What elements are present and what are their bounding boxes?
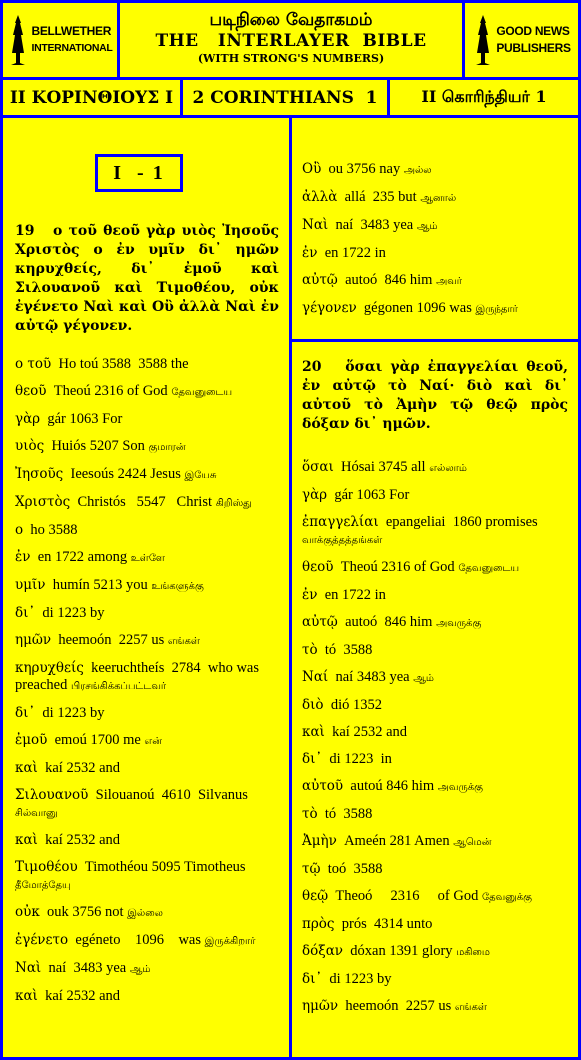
tamil-gloss: இருந்தார் xyxy=(475,304,518,315)
tamil-gloss: பிரசங்கிக்கப்பட்டவர் xyxy=(70,681,167,692)
transliteration-strongs-english: dió 1352 xyxy=(323,697,386,713)
greek-word: γέγονεν xyxy=(302,300,357,316)
transliteration-strongs-english: Ameén 281 Amen xyxy=(336,833,454,849)
word-entry xyxy=(15,605,279,622)
word-entry xyxy=(15,960,279,978)
tamil-gloss: மகிமை xyxy=(456,947,490,958)
greek-word: τῷ xyxy=(302,861,321,877)
word-entry xyxy=(302,272,568,290)
tamil-gloss: கிறிஸ்து xyxy=(215,498,252,509)
tamil-gloss: உங்களுக்கு xyxy=(151,581,204,592)
right-logo-line2: PUBLISHERS xyxy=(496,41,571,55)
tamil-gloss: வாக்குத்தத்தங்கள் xyxy=(302,535,383,546)
book-tamil: II கொரிந்தியர் 1 xyxy=(390,80,578,115)
tamil-gloss: எங்கள் xyxy=(454,1002,487,1013)
bellwether-logo xyxy=(3,3,117,77)
word-entry xyxy=(302,559,568,577)
greek-word: θεοῦ xyxy=(302,559,334,575)
word-entry xyxy=(302,217,568,235)
word-entry xyxy=(302,697,568,714)
transliteration-strongs-english: Ieesoús 2424 Jesus xyxy=(63,466,185,482)
greek-word: ο xyxy=(15,522,24,538)
greek-word: ἐν xyxy=(302,245,318,261)
greek-word: θεῷ xyxy=(302,888,329,904)
good-news-figure-icon xyxy=(472,13,494,67)
word-entry xyxy=(302,245,568,262)
word-entry xyxy=(302,751,568,768)
tamil-gloss: இயேசு xyxy=(184,470,217,481)
tamil-gloss: எல்லாம் xyxy=(429,463,467,474)
transliteration-strongs-english: gár 1063 For xyxy=(327,487,413,503)
tamil-gloss: ஆம் xyxy=(129,964,151,975)
book-greek: II ΚΟΡΙΝΘΙΟΥΣ Ι xyxy=(3,80,180,115)
word-entry xyxy=(302,614,568,632)
tamil-gloss: எங்கள் xyxy=(167,636,200,647)
greek-word: ημῶν xyxy=(302,998,339,1014)
transliteration-strongs-english: kaí 2532 and xyxy=(37,988,124,1004)
greek-word: γὰρ xyxy=(15,411,41,427)
word-entry xyxy=(15,732,279,750)
verse-19-word-list xyxy=(15,356,279,1005)
word-entry xyxy=(302,459,568,477)
greek-word: καὶ xyxy=(15,988,38,1004)
good-news-logo xyxy=(465,3,578,77)
word-entry xyxy=(15,904,279,922)
greek-word: Σιλουανοῦ xyxy=(15,787,89,803)
greek-word: δι᾽ xyxy=(302,751,323,767)
transliteration-strongs-english: di 1223 in xyxy=(322,751,396,767)
greek-word: Τιμοθέου xyxy=(15,859,78,875)
word-entry xyxy=(302,888,568,906)
word-entry xyxy=(302,669,568,687)
transliteration-strongs-english: humín 5213 you xyxy=(45,577,152,593)
transliteration-strongs-english: di 1223 by xyxy=(322,971,396,987)
word-entry xyxy=(302,998,568,1016)
word-entry xyxy=(15,549,279,567)
transliteration-strongs-english: autoó 846 him xyxy=(337,614,437,630)
greek-word: τὸ xyxy=(302,642,318,658)
transliteration-strongs-english: en 1722 among xyxy=(30,549,131,565)
transliteration-strongs-english: dóxan 1391 glory xyxy=(343,943,457,959)
word-entry xyxy=(302,778,568,796)
transliteration-strongs-english: Timothéou 5095 Timotheus xyxy=(77,859,250,875)
greek-word: υιὸς xyxy=(15,438,45,454)
tamil-gloss: ஆனால் xyxy=(420,193,457,204)
transliteration-strongs-english: egéneto 1096 was xyxy=(68,932,205,948)
tamil-gloss: ஆமென் xyxy=(453,837,492,848)
tamil-gloss: இல்லை xyxy=(127,908,163,919)
transliteration-strongs-english: heemoón 2257 us xyxy=(338,998,455,1014)
greek-word: καὶ xyxy=(15,832,38,848)
greek-word: ἐν xyxy=(15,549,31,565)
tamil-gloss: ஆம் xyxy=(413,673,434,684)
transliteration-strongs-english: di 1223 by xyxy=(35,705,109,721)
greek-word: αὐτοῦ xyxy=(302,778,344,794)
verse-19-continued-list xyxy=(302,161,568,318)
right-top-panel xyxy=(292,118,578,339)
tamil-gloss: அவருக்கு xyxy=(436,618,482,629)
tamil-gloss: தேவனுடைய xyxy=(171,387,233,398)
left-logo-line2: INTERNATIONAL xyxy=(31,42,113,54)
greek-word: δι᾽ xyxy=(302,971,323,987)
greek-word: αὐτῷ xyxy=(302,272,338,288)
word-entry xyxy=(15,832,279,849)
transliteration-strongs-english: Theoú 2316 of God xyxy=(333,559,459,575)
greek-word: θεοῦ xyxy=(15,383,47,399)
transliteration-strongs-english: toó 3588 xyxy=(320,861,387,877)
tamil-gloss: அவர் xyxy=(436,276,463,287)
word-entry xyxy=(15,932,279,950)
transliteration-strongs-english: kaí 2532 and xyxy=(37,832,124,848)
tamil-gloss: சில்வானு xyxy=(15,808,58,819)
transliteration-strongs-english: naí 3483 yea xyxy=(328,669,414,685)
transliteration-strongs-english: di 1223 by xyxy=(35,605,109,621)
greek-word: Ναὶ xyxy=(302,217,329,233)
word-entry xyxy=(15,577,279,595)
tamil-gloss: தேவனுடைய xyxy=(458,563,520,574)
greek-word: ἐγένετο xyxy=(15,932,69,948)
tamil-gloss: தீமோத்தேயு xyxy=(15,880,71,891)
tamil-gloss: உள்ளே xyxy=(130,553,165,564)
transliteration-strongs-english: naí 3483 yea xyxy=(41,960,130,976)
word-entry xyxy=(15,787,279,822)
greek-word: τὸ xyxy=(302,806,318,822)
greek-word: ο τοῦ xyxy=(15,356,52,372)
transliteration-strongs-english: naí 3483 yea xyxy=(328,217,417,233)
bellwether-figure-icon xyxy=(7,13,29,67)
chapter-label: I - 1 xyxy=(95,154,183,192)
transliteration-strongs-english: allá 235 but xyxy=(337,189,421,205)
greek-word: Ἀμὴν xyxy=(302,833,337,849)
transliteration-strongs-english: ho 3588 xyxy=(23,522,82,538)
word-entry xyxy=(15,494,279,512)
tamil-gloss: இருக்கிறார் xyxy=(204,936,256,947)
book-english: 2 CORINTHIANS 1 xyxy=(183,80,387,115)
greek-word: δι᾽ xyxy=(15,605,36,621)
transliteration-strongs-english: Theoó 2316 of God xyxy=(328,888,482,904)
word-entry xyxy=(15,705,279,722)
transliteration-strongs-english: emoú 1700 me xyxy=(47,732,145,748)
greek-word: ἐπαγγελίαι xyxy=(302,514,379,530)
transliteration-strongs-english: autoú 846 him xyxy=(343,778,438,794)
word-entry xyxy=(302,971,568,988)
greek-word: ἀλλὰ xyxy=(302,189,338,205)
word-entry xyxy=(15,988,279,1005)
greek-word: οὐκ xyxy=(15,904,40,920)
greek-word: πρὸς xyxy=(302,916,335,932)
greek-word: ὅσαι xyxy=(302,459,334,475)
transliteration-strongs-english: tó 3588 xyxy=(317,806,377,822)
greek-word: δι᾽ xyxy=(15,705,36,721)
word-entry xyxy=(302,943,568,961)
transliteration-strongs-english: Silouanoú 4610 Silvanus xyxy=(88,787,252,803)
word-entry xyxy=(302,724,568,741)
left-panel xyxy=(3,118,289,1057)
transliteration-strongs-english: kaí 2532 and xyxy=(37,760,124,776)
transliteration-strongs-english: Ho toú 3588 3588 the xyxy=(51,356,193,372)
word-entry xyxy=(15,522,279,539)
tamil-gloss: என் xyxy=(144,736,162,747)
word-entry xyxy=(15,760,279,777)
greek-word: Χριστὸς xyxy=(15,494,71,510)
transliteration-strongs-english: keeruchtheís 2784 who was preached xyxy=(15,660,263,693)
greek-word: καὶ xyxy=(302,724,325,740)
word-entry xyxy=(302,161,568,179)
transliteration-strongs-english: Huiós 5207 Son xyxy=(44,438,149,454)
word-entry xyxy=(15,660,279,695)
transliteration-strongs-english: ouk 3756 not xyxy=(39,904,128,920)
word-entry xyxy=(302,916,568,933)
tamil-gloss: அல்ல xyxy=(403,165,432,176)
transliteration-strongs-english: ou 3756 nay xyxy=(321,161,404,177)
transliteration-strongs-english: kaí 2532 and xyxy=(324,724,411,740)
word-entry xyxy=(302,487,568,504)
greek-word: αὐτῷ xyxy=(302,614,338,630)
tamil-gloss: குமாரன் xyxy=(148,442,186,453)
transliteration-strongs-english: tó 3588 xyxy=(317,642,377,658)
greek-word: Ναὶ xyxy=(15,960,42,976)
greek-word: Ναί xyxy=(302,669,329,685)
left-logo-line1: BELLWETHER xyxy=(31,24,112,38)
transliteration-strongs-english: en 1722 in xyxy=(317,245,390,261)
transliteration-strongs-english: prós 4314 unto xyxy=(334,916,436,932)
title-subtitle: (WITH STRONG'S NUMBERS) xyxy=(197,52,385,65)
word-entry xyxy=(302,189,568,207)
greek-word: ἐν xyxy=(302,587,318,603)
greek-word: Ἰησοῦς xyxy=(15,466,64,482)
tamil-gloss: அவருக்கு xyxy=(437,782,483,793)
word-entry xyxy=(302,833,568,851)
greek-word: κηρυχθείς xyxy=(15,660,84,676)
right-bottom-panel xyxy=(292,342,578,1057)
transliteration-strongs-english: Christós 5547 Christ xyxy=(70,494,216,510)
word-entry xyxy=(15,632,279,650)
transliteration-strongs-english: Theoú 2316 of God xyxy=(46,383,172,399)
transliteration-strongs-english: heemoón 2257 us xyxy=(51,632,168,648)
title-block xyxy=(120,3,462,77)
verse-19-text: 19 ο τοῦ θεοῦ γὰρ υιὸς Ἰησοῦς Χριστὸς ο ἐν υμῖν δι᾽ ημῶν κηρυχθείς, δι᾽ ἐμοῦ καὶ Σιλουανοῦ καὶ Τιμοθέου, οὐκ ἐγένετο Ναὶ καὶ Οὒ ἀλλὰ Ναὶ ἐν αὐτῷ γέγονεν. xyxy=(15,223,284,334)
right-logo-line1: GOOD NEWS xyxy=(496,24,570,38)
word-entry xyxy=(302,587,568,604)
tamil-gloss: ஆம் xyxy=(416,221,438,232)
transliteration-strongs-english: autoó 846 him xyxy=(337,272,437,288)
title-main: THE INTERLAYER BIBLE xyxy=(155,31,427,51)
word-entry xyxy=(15,466,279,484)
greek-word: υμῖν xyxy=(15,577,46,593)
word-entry xyxy=(15,859,279,894)
greek-word: Οὒ xyxy=(302,161,322,177)
word-entry xyxy=(15,383,279,401)
word-entry xyxy=(302,642,568,659)
transliteration-strongs-english: Hósai 3745 all xyxy=(333,459,430,475)
transliteration-strongs-english: gégonen 1096 was xyxy=(356,300,476,316)
greek-word: ημῶν xyxy=(15,632,52,648)
greek-word: γὰρ xyxy=(302,487,328,503)
transliteration-strongs-english: gár 1063 For xyxy=(40,411,126,427)
word-entry xyxy=(302,861,568,878)
word-entry xyxy=(302,300,568,318)
verse-20-word-list xyxy=(302,459,568,1016)
tamil-gloss: தேவனுக்கு xyxy=(481,892,532,903)
word-entry xyxy=(302,514,568,549)
title-tamil: படிநிலை வேதாகமம் xyxy=(209,10,373,30)
greek-word: δόξαν xyxy=(302,943,344,959)
transliteration-strongs-english: epangeliai 1860 promises xyxy=(378,514,542,530)
word-entry xyxy=(15,438,279,456)
greek-word: διὸ xyxy=(302,697,324,713)
word-entry xyxy=(15,356,279,373)
greek-word: καὶ xyxy=(15,760,38,776)
verse-20-text: 20 ὅσαι γὰρ ἐπαγγελίαι θεοῦ, ἐν αὐτῷ τὸ Ναί· διὸ καὶ δι᾽ αὐτοῦ τὸ Ἀμὴν τῷ θεῷ πρὸς δόξαν δι᾽ ημῶν. xyxy=(302,359,573,432)
transliteration-strongs-english: en 1722 in xyxy=(317,587,390,603)
word-entry xyxy=(302,806,568,823)
word-entry xyxy=(15,411,279,428)
greek-word: ἐμοῦ xyxy=(15,732,48,748)
